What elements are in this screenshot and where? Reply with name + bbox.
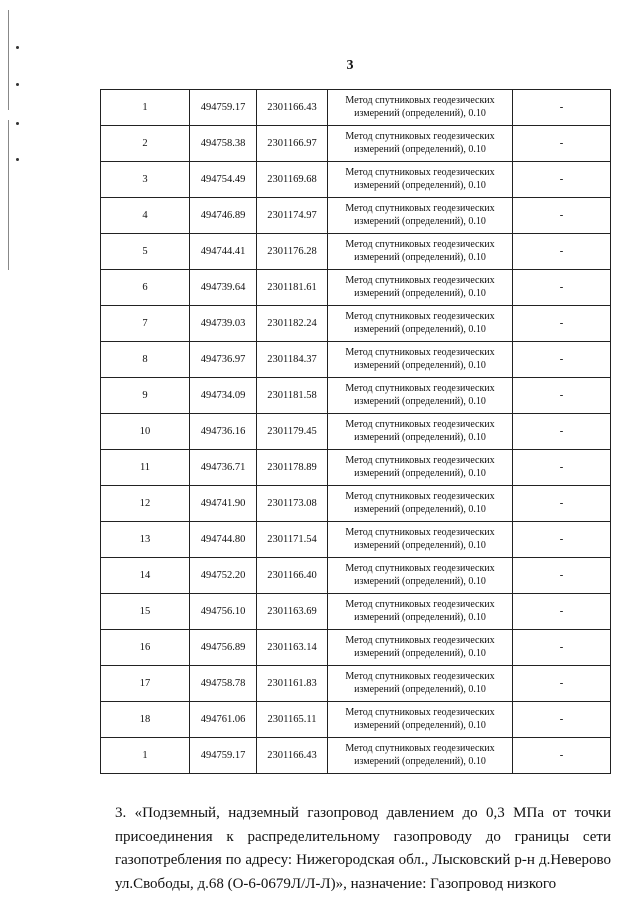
x-coordinate-cell: 494744.80: [190, 522, 257, 558]
method-line-1: Метод спутниковых геодезических: [345, 419, 495, 430]
method-cell: [328, 234, 513, 270]
y-coordinate-cell: 2301163.69: [257, 594, 328, 630]
x-coordinate-cell: 494758.78: [190, 666, 257, 702]
x-coordinate-cell: 494761.06: [190, 702, 257, 738]
method-line-1: Метод спутниковых геодезических: [345, 383, 495, 394]
x-coordinate-cell: 494744.41: [190, 234, 257, 270]
method-cell: [328, 630, 513, 666]
method-line-2: измерений (определений), 0.10: [354, 647, 486, 659]
method-cell: [328, 738, 513, 774]
y-coordinate-cell: 2301169.68: [257, 162, 328, 198]
point-number-cell: 1: [101, 90, 190, 126]
point-number-cell: 9: [101, 378, 190, 414]
y-coordinate-cell: 2301166.97: [257, 126, 328, 162]
accuracy-cell: -: [513, 342, 611, 378]
method-line-2: измерений (определений), 0.10: [354, 215, 486, 227]
x-coordinate-cell: 494746.89: [190, 198, 257, 234]
method-line-2: измерений (определений), 0.10: [354, 107, 486, 119]
accuracy-cell: -: [513, 126, 611, 162]
point-number-cell: 10: [101, 414, 190, 450]
accuracy-cell: -: [513, 630, 611, 666]
page-number: 3: [346, 58, 354, 73]
y-coordinate-cell: 2301184.37: [257, 342, 328, 378]
method-line-2: измерений (определений), 0.10: [354, 287, 486, 299]
method-line-1: Метод спутниковых геодезических: [345, 95, 495, 106]
y-coordinate-cell: 2301174.97: [257, 198, 328, 234]
table-row: [101, 378, 611, 414]
method-line-1: Метод спутниковых геодезических: [345, 599, 495, 610]
y-coordinate-cell: 2301181.58: [257, 378, 328, 414]
y-coordinate-cell: 2301165.11: [257, 702, 328, 738]
method-line-2: измерений (определений), 0.10: [354, 431, 486, 443]
margin-dot: [16, 83, 19, 86]
point-number-cell: 17: [101, 666, 190, 702]
accuracy-cell: -: [513, 666, 611, 702]
method-line-1: Метод спутниковых геодезических: [345, 743, 495, 754]
method-line-1: Метод спутниковых геодезических: [345, 563, 495, 574]
y-coordinate-cell: 2301173.08: [257, 486, 328, 522]
margin-dot: [16, 158, 19, 161]
x-coordinate-cell: 494739.03: [190, 306, 257, 342]
table-row: [101, 306, 611, 342]
table-row: [101, 270, 611, 306]
method-cell: [328, 306, 513, 342]
coordinates-table: [100, 89, 611, 774]
method-line-2: измерений (определений), 0.10: [354, 395, 486, 407]
point-number-cell: 2: [101, 126, 190, 162]
table-row: [101, 234, 611, 270]
x-coordinate-cell: 494736.71: [190, 450, 257, 486]
point-number-cell: 11: [101, 450, 190, 486]
y-coordinate-cell: 2301178.89: [257, 450, 328, 486]
y-coordinate-cell: 2301163.14: [257, 630, 328, 666]
method-cell: [328, 702, 513, 738]
accuracy-cell: -: [513, 738, 611, 774]
y-coordinate-cell: 2301166.43: [257, 90, 328, 126]
method-line-2: измерений (определений), 0.10: [354, 179, 486, 191]
method-cell: [328, 594, 513, 630]
accuracy-cell: -: [513, 486, 611, 522]
accuracy-cell: -: [513, 558, 611, 594]
point-number-cell: 5: [101, 234, 190, 270]
method-line-1: Метод спутниковых геодезических: [345, 635, 495, 646]
accuracy-cell: -: [513, 198, 611, 234]
table-row: [101, 630, 611, 666]
method-line-2: измерений (определений), 0.10: [354, 251, 486, 263]
method-line-1: Метод спутниковых геодезических: [345, 527, 495, 538]
point-number-cell: 3: [101, 162, 190, 198]
point-number-cell: 14: [101, 558, 190, 594]
method-line-1: Метод спутниковых геодезических: [345, 131, 495, 142]
method-line-2: измерений (определений), 0.10: [354, 143, 486, 155]
table-row: [101, 738, 611, 774]
method-cell: [328, 378, 513, 414]
method-line-2: измерений (определений), 0.10: [354, 719, 486, 731]
method-line-1: Метод спутниковых геодезических: [345, 491, 495, 502]
x-coordinate-cell: 494756.10: [190, 594, 257, 630]
method-cell: [328, 558, 513, 594]
x-coordinate-cell: 494759.17: [190, 738, 257, 774]
x-coordinate-cell: 494754.49: [190, 162, 257, 198]
table-row: [101, 198, 611, 234]
table-row: [101, 522, 611, 558]
margin-dot: [16, 46, 19, 49]
method-line-1: Метод спутниковых геодезических: [345, 347, 495, 358]
accuracy-cell: -: [513, 306, 611, 342]
method-line-1: Метод спутниковых геодезических: [345, 311, 495, 322]
method-cell: [328, 414, 513, 450]
method-cell: [328, 342, 513, 378]
x-coordinate-cell: 494759.17: [190, 90, 257, 126]
method-line-2: измерений (определений), 0.10: [354, 683, 486, 695]
x-coordinate-cell: 494739.64: [190, 270, 257, 306]
method-line-2: измерений (определений), 0.10: [354, 755, 486, 767]
table-row: [101, 558, 611, 594]
x-coordinate-cell: 494736.16: [190, 414, 257, 450]
y-coordinate-cell: 2301171.54: [257, 522, 328, 558]
point-number-cell: 18: [101, 702, 190, 738]
method-line-1: Метод спутниковых геодезических: [345, 707, 495, 718]
method-line-2: измерений (определений), 0.10: [354, 503, 486, 515]
x-coordinate-cell: 494736.97: [190, 342, 257, 378]
y-coordinate-cell: 2301179.45: [257, 414, 328, 450]
method-cell: [328, 522, 513, 558]
x-coordinate-cell: 494758.38: [190, 126, 257, 162]
point-number-cell: 15: [101, 594, 190, 630]
point-number-cell: 4: [101, 198, 190, 234]
method-cell: [328, 666, 513, 702]
method-line-2: измерений (определений), 0.10: [354, 611, 486, 623]
point-number-cell: 7: [101, 306, 190, 342]
paragraph-item-3: 3. «Подземный, надземный газопровод давлением до 0,3 МПа от точки присоединения к распределительному газопроводу до границы сети газопотребления по адресу: Нижегородская обл., Лысковский р-н д.Неверово ул.Свободы, д.68 (О-6-0679Л/Л-Л)», назначение: Газопровод низкого: [115, 805, 611, 892]
accuracy-cell: -: [513, 594, 611, 630]
method-line-2: измерений (определений), 0.10: [354, 575, 486, 587]
method-cell: [328, 450, 513, 486]
coordinates-table-body: [101, 90, 611, 774]
accuracy-cell: -: [513, 522, 611, 558]
table-row: [101, 486, 611, 522]
table-row: [101, 126, 611, 162]
method-line-1: Метод спутниковых геодезических: [345, 167, 495, 178]
method-line-2: измерений (определений), 0.10: [354, 323, 486, 335]
method-line-2: измерений (определений), 0.10: [354, 467, 486, 479]
table-row: [101, 702, 611, 738]
y-coordinate-cell: 2301161.83: [257, 666, 328, 702]
table-row: [101, 162, 611, 198]
y-coordinate-cell: 2301182.24: [257, 306, 328, 342]
method-cell: [328, 198, 513, 234]
x-coordinate-cell: 494752.20: [190, 558, 257, 594]
point-number-cell: 8: [101, 342, 190, 378]
accuracy-cell: -: [513, 378, 611, 414]
x-coordinate-cell: 494756.89: [190, 630, 257, 666]
y-coordinate-cell: 2301181.61: [257, 270, 328, 306]
accuracy-cell: -: [513, 414, 611, 450]
x-coordinate-cell: 494741.90: [190, 486, 257, 522]
y-coordinate-cell: 2301166.43: [257, 738, 328, 774]
table-row: [101, 90, 611, 126]
table-row: [101, 450, 611, 486]
accuracy-cell: -: [513, 702, 611, 738]
method-line-1: Метод спутниковых геодезических: [345, 671, 495, 682]
accuracy-cell: -: [513, 90, 611, 126]
point-number-cell: 6: [101, 270, 190, 306]
accuracy-cell: -: [513, 270, 611, 306]
accuracy-cell: -: [513, 234, 611, 270]
table-row: [101, 666, 611, 702]
method-line-1: Метод спутниковых геодезических: [345, 239, 495, 250]
method-cell: [328, 126, 513, 162]
table-row: [101, 342, 611, 378]
table-row: [101, 414, 611, 450]
method-cell: [328, 162, 513, 198]
method-line-2: измерений (определений), 0.10: [354, 359, 486, 371]
margin-dot: [16, 122, 19, 125]
method-line-2: измерений (определений), 0.10: [354, 539, 486, 551]
method-cell: [328, 486, 513, 522]
accuracy-cell: -: [513, 162, 611, 198]
point-number-cell: 1: [101, 738, 190, 774]
method-cell: [328, 270, 513, 306]
accuracy-cell: -: [513, 450, 611, 486]
point-number-cell: 16: [101, 630, 190, 666]
margin-line: [8, 120, 9, 270]
table-row: [101, 594, 611, 630]
y-coordinate-cell: 2301176.28: [257, 234, 328, 270]
x-coordinate-cell: 494734.09: [190, 378, 257, 414]
point-number-cell: 13: [101, 522, 190, 558]
method-line-1: Метод спутниковых геодезических: [345, 275, 495, 286]
method-line-1: Метод спутниковых геодезических: [345, 203, 495, 214]
method-line-1: Метод спутниковых геодезических: [345, 455, 495, 466]
point-number-cell: 12: [101, 486, 190, 522]
method-cell: [328, 90, 513, 126]
y-coordinate-cell: 2301166.40: [257, 558, 328, 594]
